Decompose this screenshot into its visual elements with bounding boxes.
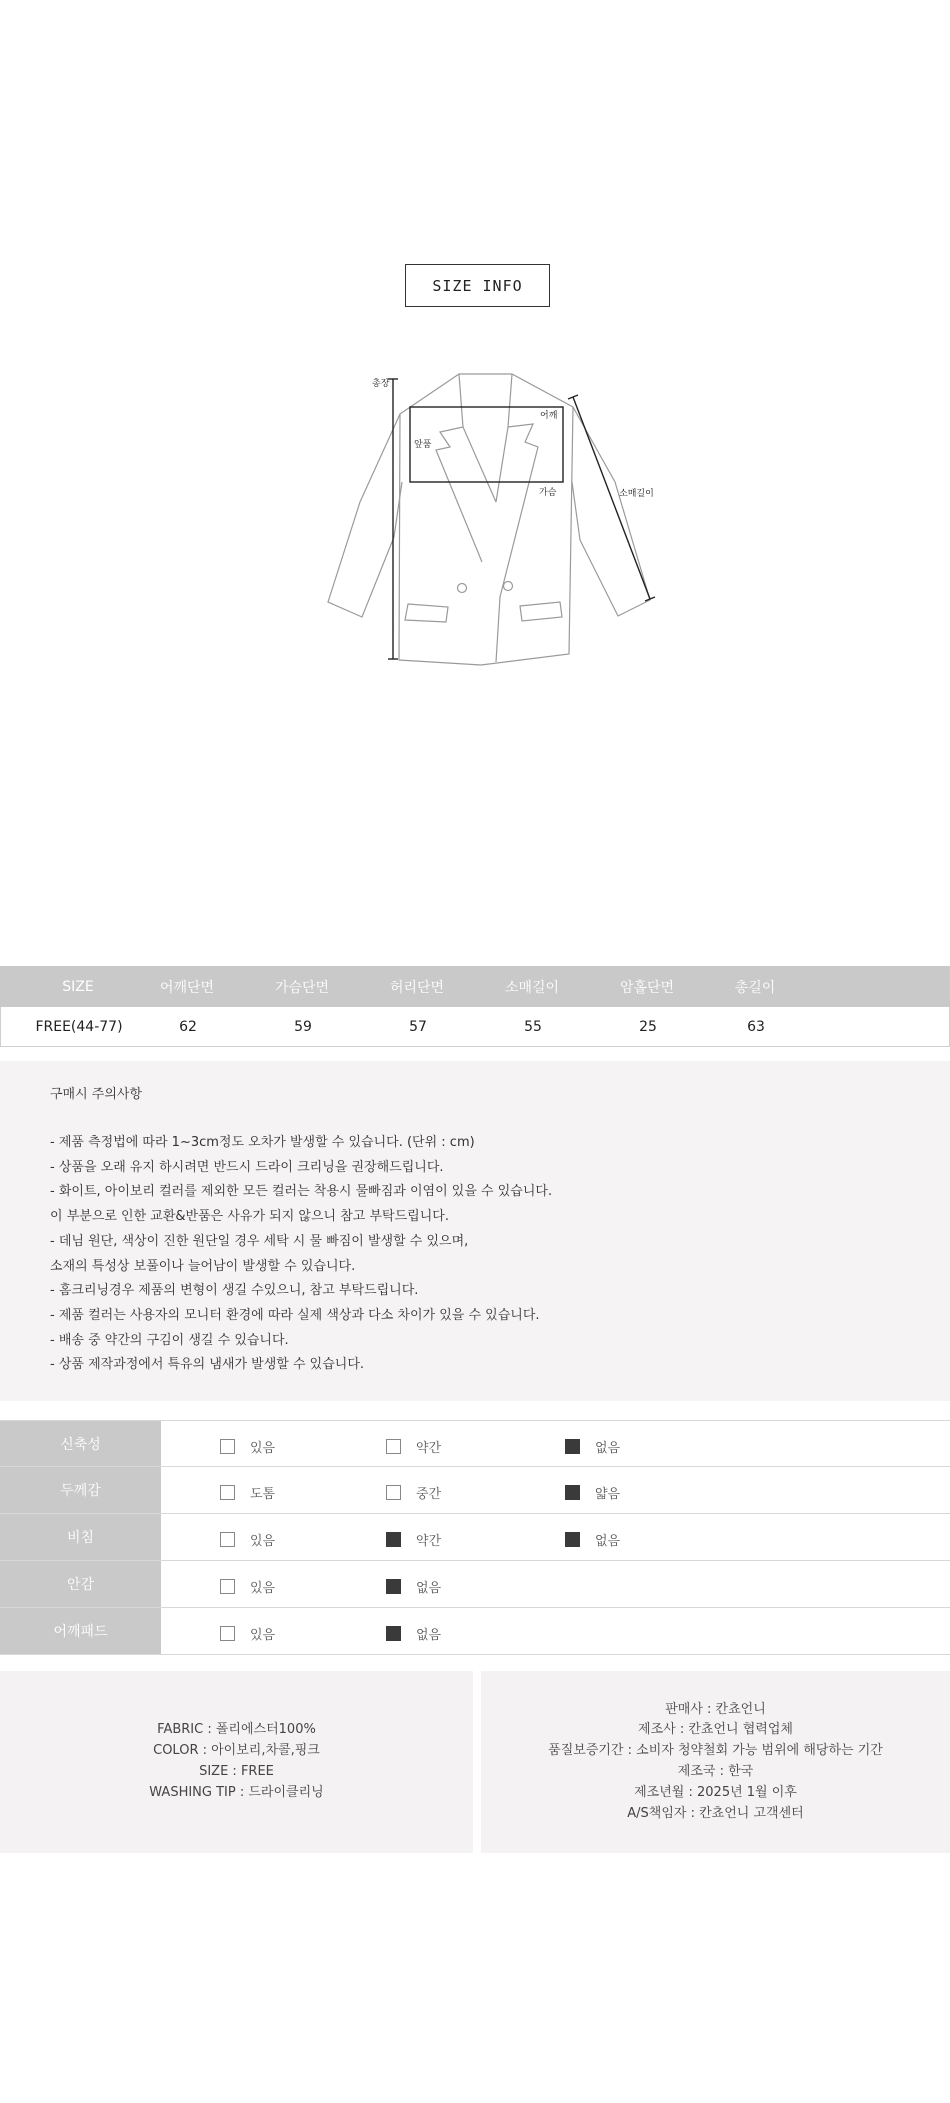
attr-row-thickness bbox=[0, 1467, 950, 1514]
size-text: SIZE : FREE bbox=[199, 1764, 274, 1779]
notice-line: - 제품 컬러는 사용자의 모니터 환경에 따라 실제 색상과 다소 차이가 있을 수 있습니다. bbox=[50, 1307, 540, 1323]
checkbox-checked-icon bbox=[565, 1532, 580, 1547]
checkbox-checked-icon bbox=[565, 1485, 580, 1500]
chest-cell: 59 bbox=[294, 1018, 312, 1035]
option bbox=[220, 1577, 275, 1596]
header-sleeve: 소매길이 bbox=[504, 979, 560, 996]
shoulder-cell: 62 bbox=[179, 1018, 197, 1035]
option-label: 약간 bbox=[416, 1441, 442, 1456]
option-label: 약간 bbox=[416, 1534, 442, 1549]
warranty-text: 품질보증기간 : 소비자 청약철회 가능 범위에 해당하는 기간 bbox=[548, 1743, 883, 1759]
option bbox=[220, 1437, 275, 1456]
seller-info-panel bbox=[481, 1671, 950, 1853]
checkbox-icon bbox=[220, 1485, 235, 1500]
header-armhole: 암홀단면 bbox=[619, 979, 675, 996]
option-label: 있음 bbox=[250, 1628, 276, 1643]
checkbox-icon bbox=[386, 1485, 401, 1500]
seller-text: 판매사 : 칸쵸언니 bbox=[665, 1701, 766, 1717]
checkbox-checked-icon bbox=[565, 1439, 580, 1454]
header-shoulder: 어깨단면 bbox=[159, 979, 215, 996]
waist-cell: 57 bbox=[409, 1018, 427, 1035]
option-label: 없음 bbox=[595, 1534, 621, 1549]
origin-text: 제조국 : 한국 bbox=[677, 1764, 754, 1779]
attr-row-shoulder-pad bbox=[0, 1608, 950, 1655]
option bbox=[565, 1437, 620, 1456]
option-label: 있음 bbox=[250, 1441, 276, 1456]
manufacture-date-text: 제조년월 : 2025년 1월 이후 bbox=[634, 1784, 797, 1800]
notice-line: - 상품 제작과정에서 특유의 냄새가 발생할 수 있습니다. bbox=[50, 1357, 365, 1373]
header-waist: 허리단면 bbox=[389, 979, 445, 996]
fabric-text: FABRIC : 폴리에스터100% bbox=[157, 1722, 316, 1738]
jacket-illustration bbox=[320, 362, 660, 672]
attr-label: 비침 bbox=[0, 1514, 161, 1560]
option bbox=[386, 1624, 441, 1643]
checkbox-checked-icon bbox=[386, 1579, 401, 1594]
size-info-title: SIZE INFO bbox=[405, 264, 550, 307]
table-row bbox=[0, 1007, 950, 1047]
notice-line: - 데님 원단, 색상이 진한 원단일 경우 세탁 시 물 빠짐이 발생할 수 있으며, bbox=[50, 1233, 469, 1249]
checkbox-icon bbox=[220, 1579, 235, 1594]
purchase-notice bbox=[0, 1061, 950, 1401]
checkbox-icon bbox=[220, 1532, 235, 1547]
option bbox=[565, 1483, 620, 1502]
total-length-label: 총장 bbox=[372, 379, 390, 389]
checkbox-icon bbox=[386, 1439, 401, 1454]
notice-line: - 홈크리닝경우 제품의 변형이 생길 수있으니, 참고 부탁드립니다. bbox=[50, 1283, 419, 1299]
option bbox=[386, 1530, 441, 1549]
size-cell: FREE(44-77) bbox=[35, 1018, 123, 1035]
jacket-size-diagram bbox=[320, 362, 660, 672]
attr-label: 두께감 bbox=[0, 1467, 161, 1513]
fabric-attributes bbox=[0, 1420, 950, 1655]
front-label: 앞품 bbox=[414, 440, 432, 450]
notice-line: - 배송 중 약간의 구김이 생길 수 있습니다. bbox=[50, 1332, 289, 1348]
size-table bbox=[0, 966, 950, 1047]
notice-line: - 제품 측정법에 따라 1~3cm정도 오차가 발생할 수 있습니다. (단위 : cm) bbox=[50, 1135, 475, 1150]
shoulder-label: 어깨 bbox=[540, 411, 558, 421]
option-label: 도톰 bbox=[250, 1487, 276, 1502]
checkbox-icon bbox=[220, 1439, 235, 1454]
header-size: SIZE bbox=[62, 978, 94, 995]
option bbox=[386, 1577, 441, 1596]
checkbox-checked-icon bbox=[386, 1626, 401, 1641]
notice-line: 소재의 특성상 보풀이나 늘어남이 발생할 수 있습니다. bbox=[50, 1258, 356, 1274]
option-label: 얇음 bbox=[595, 1487, 621, 1502]
option-label: 없음 bbox=[416, 1628, 442, 1643]
option-label: 있음 bbox=[250, 1534, 276, 1549]
color-text: COLOR : 아이보리,차콜,핑크 bbox=[153, 1743, 320, 1759]
option bbox=[565, 1530, 620, 1549]
option bbox=[386, 1483, 441, 1502]
option-label: 중간 bbox=[416, 1487, 442, 1502]
attr-row-stretch bbox=[0, 1420, 950, 1467]
notice-line: - 화이트, 아이보리 컬러를 제외한 모든 컬러는 착용시 물빠짐과 이염이 있을 수 있습니다. bbox=[50, 1184, 553, 1200]
as-contact-text: A/S책임자 : 칸쵸언니 고객센터 bbox=[627, 1805, 804, 1821]
washing-tip-text: WASHING TIP : 드라이클리닝 bbox=[149, 1784, 324, 1800]
sleeve-cell: 55 bbox=[524, 1018, 542, 1035]
attr-row-lining bbox=[0, 1561, 950, 1608]
checkbox-icon bbox=[220, 1626, 235, 1641]
header-chest: 가슴단면 bbox=[274, 979, 330, 996]
checkbox-checked-icon bbox=[386, 1532, 401, 1547]
notice-line: - 상품을 오래 유지 하시려면 반드시 드라이 크리닝을 권장해드립니다. bbox=[50, 1159, 444, 1175]
notice-title: 구매시 주의사항 bbox=[50, 1087, 143, 1102]
notice-line: 이 부분으로 인한 교환&반품은 사유가 되지 않으니 참고 부탁드립니다. bbox=[50, 1209, 449, 1225]
option bbox=[220, 1483, 275, 1502]
option-label: 있음 bbox=[250, 1581, 276, 1596]
option bbox=[220, 1530, 275, 1549]
attr-label: 신축성 bbox=[0, 1421, 161, 1466]
option-label: 없음 bbox=[595, 1441, 621, 1456]
header-total-length: 총길이 bbox=[734, 979, 776, 996]
option bbox=[386, 1437, 441, 1456]
attr-row-sheerness bbox=[0, 1514, 950, 1561]
chest-label: 가슴 bbox=[539, 488, 557, 498]
option-label: 없음 bbox=[416, 1581, 442, 1596]
product-info-panel bbox=[0, 1671, 473, 1853]
size-table-header bbox=[0, 966, 950, 1007]
armhole-cell: 25 bbox=[639, 1018, 657, 1035]
manufacturer-text: 제조사 : 칸쵸언니 협력업체 bbox=[638, 1722, 793, 1738]
total-length-cell: 63 bbox=[747, 1018, 765, 1035]
option bbox=[220, 1624, 275, 1643]
sleeve-length-label: 소매길이 bbox=[619, 489, 654, 499]
attr-label: 어깨패드 bbox=[0, 1608, 161, 1654]
attr-label: 안감 bbox=[0, 1561, 161, 1607]
